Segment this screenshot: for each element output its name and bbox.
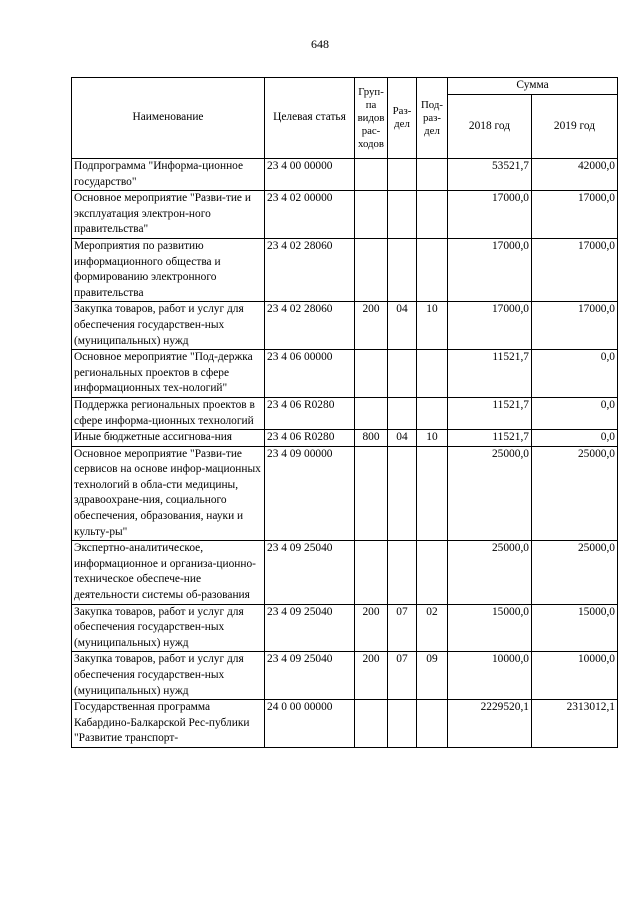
- row-name: Мероприятия по развитию информационного общества и формированию электронного правительства: [72, 238, 265, 301]
- row-name: Основное мероприятие "Разви-тие сервисов на основе инфор-мационных технологий в обла-сти медицины, здравоохране-ния, социального обеспечения, образования, науки и культу-ры": [72, 446, 265, 541]
- row-sum-2019: 0,0: [532, 430, 618, 447]
- row-subsection: 10: [417, 302, 448, 350]
- row-expense-group: [355, 159, 388, 191]
- header-name: Наименование: [72, 78, 265, 159]
- row-sum-2019: 15000,0: [532, 604, 618, 652]
- table-row: [72, 302, 618, 350]
- row-sum-2019: 25000,0: [532, 541, 618, 604]
- row-sum-2018: 2229520,1: [448, 700, 532, 748]
- row-name: Закупка товаров, работ и услуг для обеспечения государствен-ных (муниципальных) нужд: [72, 302, 265, 350]
- row-section: [388, 397, 417, 429]
- table-row: [72, 350, 618, 398]
- row-section: [388, 446, 417, 541]
- table-row: [72, 700, 618, 748]
- row-section: [388, 541, 417, 604]
- row-sum-2018: 17000,0: [448, 238, 532, 301]
- row-section: [388, 159, 417, 191]
- row-sum-2019: 17000,0: [532, 191, 618, 239]
- row-sum-2018: 11521,7: [448, 430, 532, 447]
- row-sum-2018: 25000,0: [448, 446, 532, 541]
- row-sum-2018: 17000,0: [448, 191, 532, 239]
- row-name: Государственная программа Кабардино-Балкарской Рес-публики "Развитие транспорт-: [72, 700, 265, 748]
- header-subsection: Под-раз-дел: [417, 78, 448, 159]
- row-subsection: 09: [417, 652, 448, 700]
- row-section: 04: [388, 430, 417, 447]
- row-sum-2018: 11521,7: [448, 350, 532, 398]
- row-name: Экспертно-аналитическое, информационное и организа-ционно-техническое обеспече-ние деятельности системы об-разования: [72, 541, 265, 604]
- row-name: Основное мероприятие "Разви-тие и эксплуатация электрон-ного правительства": [72, 191, 265, 239]
- row-name: Закупка товаров, работ и услуг для обеспечения государствен-ных (муниципальных) нужд: [72, 652, 265, 700]
- row-sum-2018: 25000,0: [448, 541, 532, 604]
- row-expense-group: [355, 191, 388, 239]
- row-section: [388, 700, 417, 748]
- header-row-top: [72, 78, 618, 95]
- header-target-article: Целевая статья: [265, 78, 355, 159]
- row-target-article: 23 4 06 00000: [265, 350, 355, 398]
- table-row: [72, 397, 618, 429]
- row-subsection: [417, 446, 448, 541]
- row-section: 04: [388, 302, 417, 350]
- row-sum-2019: 10000,0: [532, 652, 618, 700]
- row-expense-group: [355, 350, 388, 398]
- table-row: [72, 191, 618, 239]
- row-subsection: 02: [417, 604, 448, 652]
- row-subsection: 10: [417, 430, 448, 447]
- header-year-2018: 2018 год: [448, 95, 532, 159]
- row-target-article: 23 4 02 28060: [265, 302, 355, 350]
- table-row: [72, 541, 618, 604]
- row-target-article: 23 4 00 00000: [265, 159, 355, 191]
- row-subsection: [417, 191, 448, 239]
- row-name: Основное мероприятие "Под-держка региональных проектов в сфере информационных тех-нологий": [72, 350, 265, 398]
- row-target-article: 23 4 09 25040: [265, 652, 355, 700]
- row-sum-2019: 17000,0: [532, 302, 618, 350]
- row-sum-2019: 25000,0: [532, 446, 618, 541]
- table-row: [72, 430, 618, 447]
- header-section: Раз-дел: [388, 78, 417, 159]
- row-section: [388, 238, 417, 301]
- row-sum-2019: 17000,0: [532, 238, 618, 301]
- row-sum-2019: 42000,0: [532, 159, 618, 191]
- row-expense-group: [355, 397, 388, 429]
- row-target-article: 23 4 09 25040: [265, 541, 355, 604]
- table-row: [72, 238, 618, 301]
- row-name: Закупка товаров, работ и услуг для обеспечения государствен-ных (муниципальных) нужд: [72, 604, 265, 652]
- row-expense-group: [355, 541, 388, 604]
- row-subsection: [417, 159, 448, 191]
- table-body: [72, 159, 618, 748]
- row-name: Иные бюджетные ассигнова-ния: [72, 430, 265, 447]
- row-expense-group: [355, 700, 388, 748]
- table-row: [72, 446, 618, 541]
- row-expense-group: 800: [355, 430, 388, 447]
- row-expense-group: [355, 238, 388, 301]
- row-sum-2018: 17000,0: [448, 302, 532, 350]
- row-target-article: 23 4 09 00000: [265, 446, 355, 541]
- row-sum-2018: 15000,0: [448, 604, 532, 652]
- header-sum: Сумма: [448, 78, 618, 95]
- table-row: [72, 604, 618, 652]
- row-subsection: [417, 700, 448, 748]
- row-expense-group: 200: [355, 652, 388, 700]
- row-subsection: [417, 350, 448, 398]
- table-row: [72, 159, 618, 191]
- row-sum-2018: 11521,7: [448, 397, 532, 429]
- budget-table: [71, 77, 618, 748]
- row-name: Поддержка региональных проектов в сфере информа-ционных технологий: [72, 397, 265, 429]
- row-name: Подпрограмма "Информа-ционное государство": [72, 159, 265, 191]
- row-sum-2018: 10000,0: [448, 652, 532, 700]
- row-section: [388, 350, 417, 398]
- row-expense-group: [355, 446, 388, 541]
- row-target-article: 23 4 09 25040: [265, 604, 355, 652]
- row-sum-2019: 2313012,1: [532, 700, 618, 748]
- row-target-article: 23 4 06 R0280: [265, 430, 355, 447]
- table-row: [72, 652, 618, 700]
- row-subsection: [417, 397, 448, 429]
- row-expense-group: 200: [355, 604, 388, 652]
- row-subsection: [417, 238, 448, 301]
- row-target-article: 23 4 02 00000: [265, 191, 355, 239]
- row-sum-2018: 53521,7: [448, 159, 532, 191]
- row-section: [388, 191, 417, 239]
- header-expense-group: Груп-па видов рас-ходов: [355, 78, 388, 159]
- row-target-article: 24 0 00 00000: [265, 700, 355, 748]
- row-section: 07: [388, 652, 417, 700]
- header-year-2019: 2019 год: [532, 95, 618, 159]
- row-sum-2019: 0,0: [532, 350, 618, 398]
- row-expense-group: 200: [355, 302, 388, 350]
- row-sum-2019: 0,0: [532, 397, 618, 429]
- page-number: 648: [311, 37, 329, 51]
- row-section: 07: [388, 604, 417, 652]
- row-target-article: 23 4 02 28060: [265, 238, 355, 301]
- row-subsection: [417, 541, 448, 604]
- row-target-article: 23 4 06 R0280: [265, 397, 355, 429]
